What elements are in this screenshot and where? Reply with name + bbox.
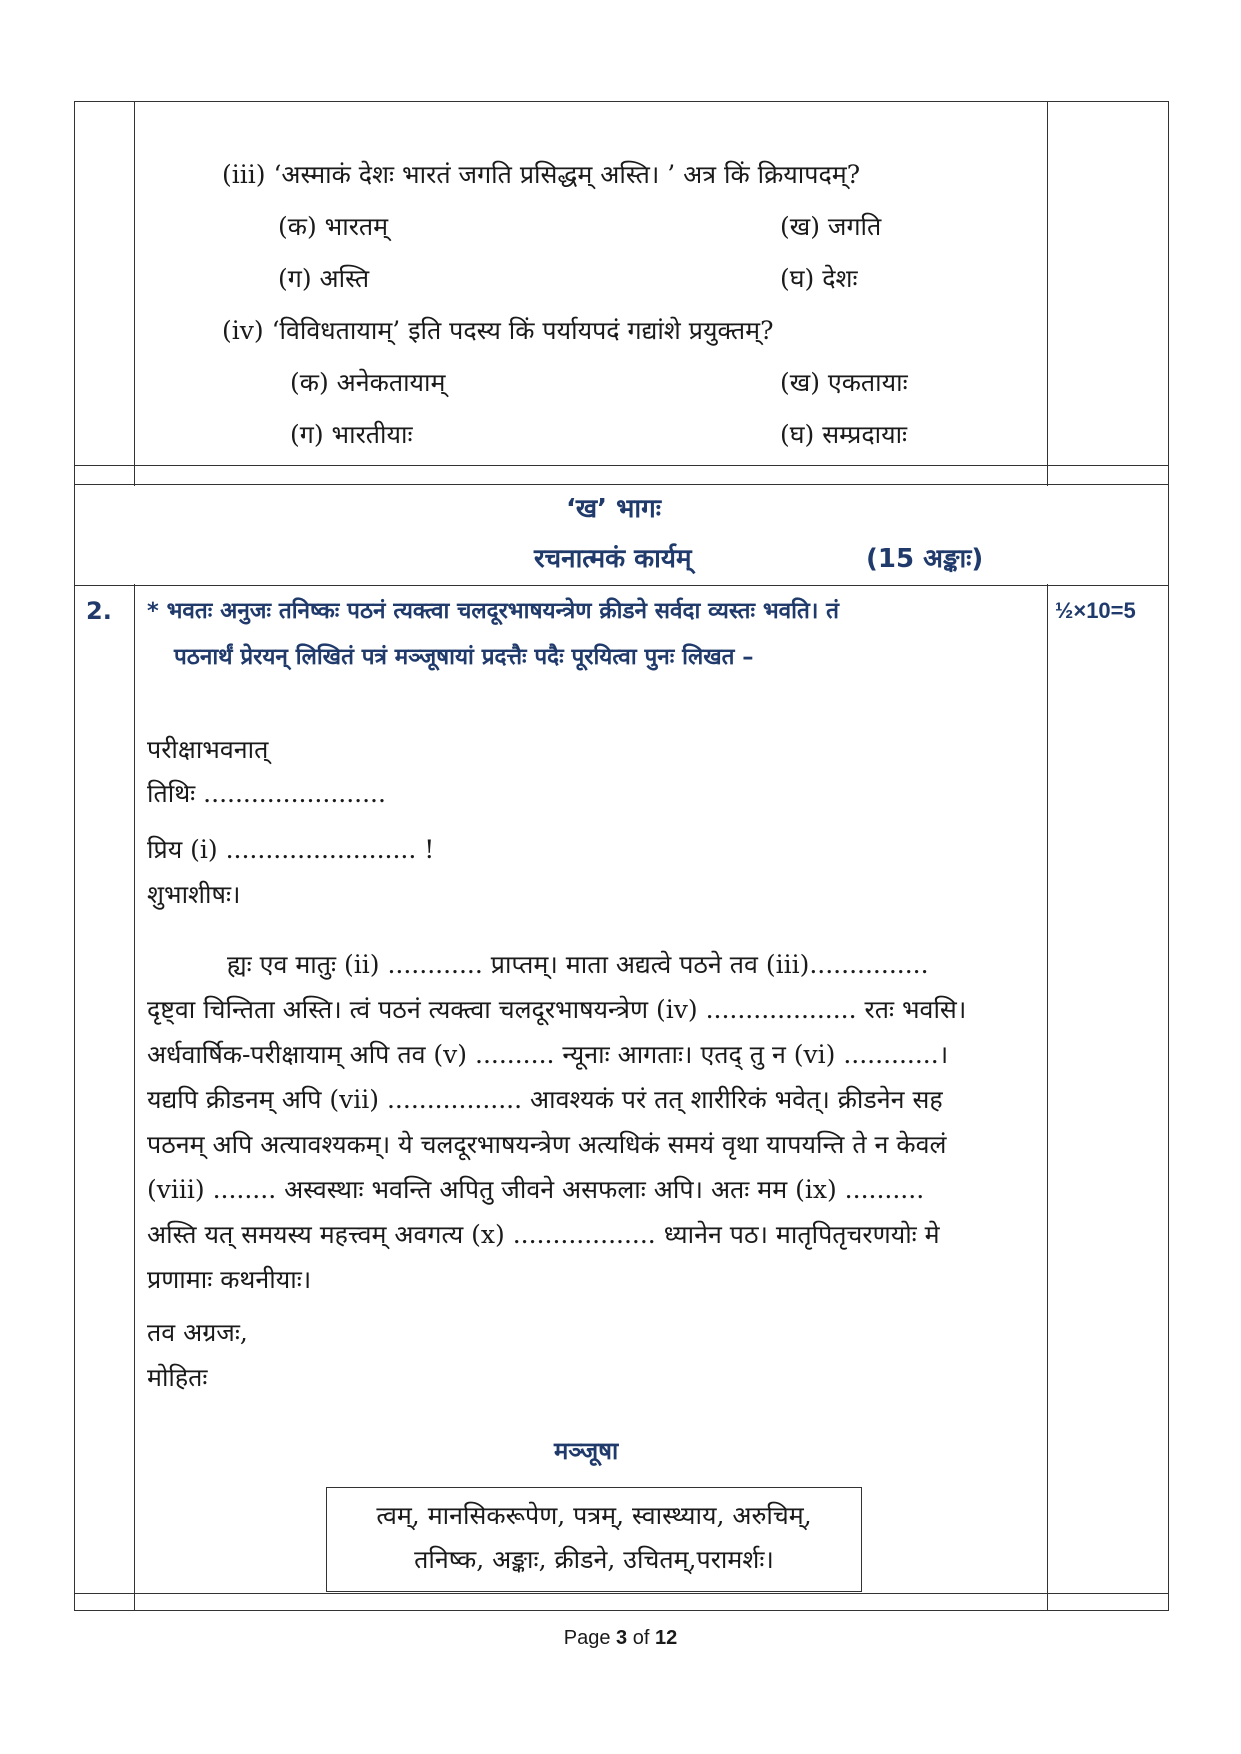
letter-body-line: अस्ति यत् समयस्य महत्त्वम् अवगत्य (x) .................. ध्यानेन पठ। मातृपितृचरणयोः मे [147, 1220, 940, 1249]
option-c: (ग) अस्ति [278, 264, 370, 293]
question-instruction-cont: पठनार्थं प्रेरयन् लिखितं पत्रं मञ्जूषायां प्रदत्तैः पदैः पूरयित्वा पुनः लिखत – [174, 644, 754, 670]
row-divider [74, 1593, 1169, 1594]
letter-closing: तव अग्रजः, [147, 1318, 248, 1347]
question-iii: (iii) ‘अस्माकं देशः भारतं जगति प्रसिद्धम् अस्ति। ’ अत्र किं क्रियापदम्? [222, 160, 861, 189]
page-footer [0, 1627, 1241, 1650]
section-subtitle: रचनात्मकं कार्यम् [534, 544, 692, 574]
letter-salutation: प्रिय (i) ........................ ! [147, 835, 435, 864]
column-divider-marks [1047, 101, 1048, 1611]
option-b: (ख) जगति [780, 212, 882, 241]
letter-body-line: ह्यः एव मातुः (ii) ............ प्राप्तम्। माता अद्यत्वे पठने तव (iii)............... [227, 950, 929, 979]
word-box-line: तनिष्क, अङ्काः, क्रीडने, उचितम्,परामर्शः। [414, 1545, 774, 1574]
footer-page-number: 3 [616, 1627, 628, 1649]
footer-prefix: Page [563, 1627, 617, 1649]
letter-body-line: पठनम् अपि अत्यावश्यकम्। ये चलदूरभाषयन्त्रेण अत्यधिकं समयं वृथा यापयन्ति ते न केवलं [147, 1130, 947, 1159]
option-a: (क) अनेकतायाम् [290, 368, 446, 397]
letter-signature: मोहितः [147, 1363, 208, 1392]
word-box-line: त्वम्, मानसिकरूपेण, पत्रम्, स्वास्थ्याय, अरुचिम्, [376, 1501, 812, 1530]
row-divider [74, 465, 1169, 466]
letter-date: तिथिः ....................... [147, 779, 386, 808]
letter-from: परीक्षाभवनात् [147, 735, 269, 764]
question-marks: ½×10=5 [1055, 598, 1136, 623]
option-c: (ग) भारतीयाः [290, 420, 413, 449]
section-title: ‘ख’ भागः [566, 494, 661, 524]
option-d: (घ) देशः [780, 264, 858, 293]
row-divider [74, 484, 1169, 485]
section-marks: (15 अङ्काः) [866, 544, 984, 574]
row-divider [74, 585, 1169, 586]
footer-of: of [627, 1627, 655, 1649]
word-box-title: मञ्जूषा [554, 1437, 619, 1465]
letter-body [147, 942, 1042, 1302]
question-iv: (iv) ‘विविधतायाम्’ इति पदस्य किं पर्यायपदं गद्यांशे प्रयुक्तम्? [222, 316, 774, 345]
letter-body-line: (viii) ........ अस्वस्थाः भवन्ति अपितु जीवने असफलाः अपि। अतः मम (ix) .......... [147, 1175, 925, 1204]
letter-body-line: यद्यपि क्रीडनम् अपि (vii) ................. आवश्यकं परं तत् शारीरिकं भवेत्। क्रीडनेन सह [147, 1085, 943, 1114]
letter-body-line: दृष्ट्वा चिन्तिता अस्ति। त्वं पठनं त्यक्त्वा चलदूरभाषयन्त्रेण (iv) ................... रतः भवसि। [147, 995, 967, 1024]
question-number: 2. [86, 597, 112, 625]
option-a: (क) भारतम् [278, 212, 389, 241]
column-divider-number [134, 101, 135, 1611]
option-b: (ख) एकतायाः [780, 368, 908, 397]
letter-body-line: प्रणामाः कथनीयाः। [147, 1265, 312, 1294]
question-instruction: * भवतः अनुजः तनिष्कः पठनं त्यक्त्वा चलदूरभाषयन्त्रेण क्रीडने सर्वदा व्यस्तः भवति। तं [147, 598, 840, 624]
word-box [326, 1487, 862, 1592]
option-d: (घ) सम्प्रदायाः [780, 420, 908, 449]
letter-blessing: शुभाशीषः। [147, 880, 241, 909]
footer-total-pages: 12 [654, 1627, 678, 1649]
letter-body-line: अर्धवार्षिक-परीक्षायाम् अपि तव (v) .......... न्यूनाः आगताः। एतद् तु न (vi) ............। [147, 1040, 949, 1069]
